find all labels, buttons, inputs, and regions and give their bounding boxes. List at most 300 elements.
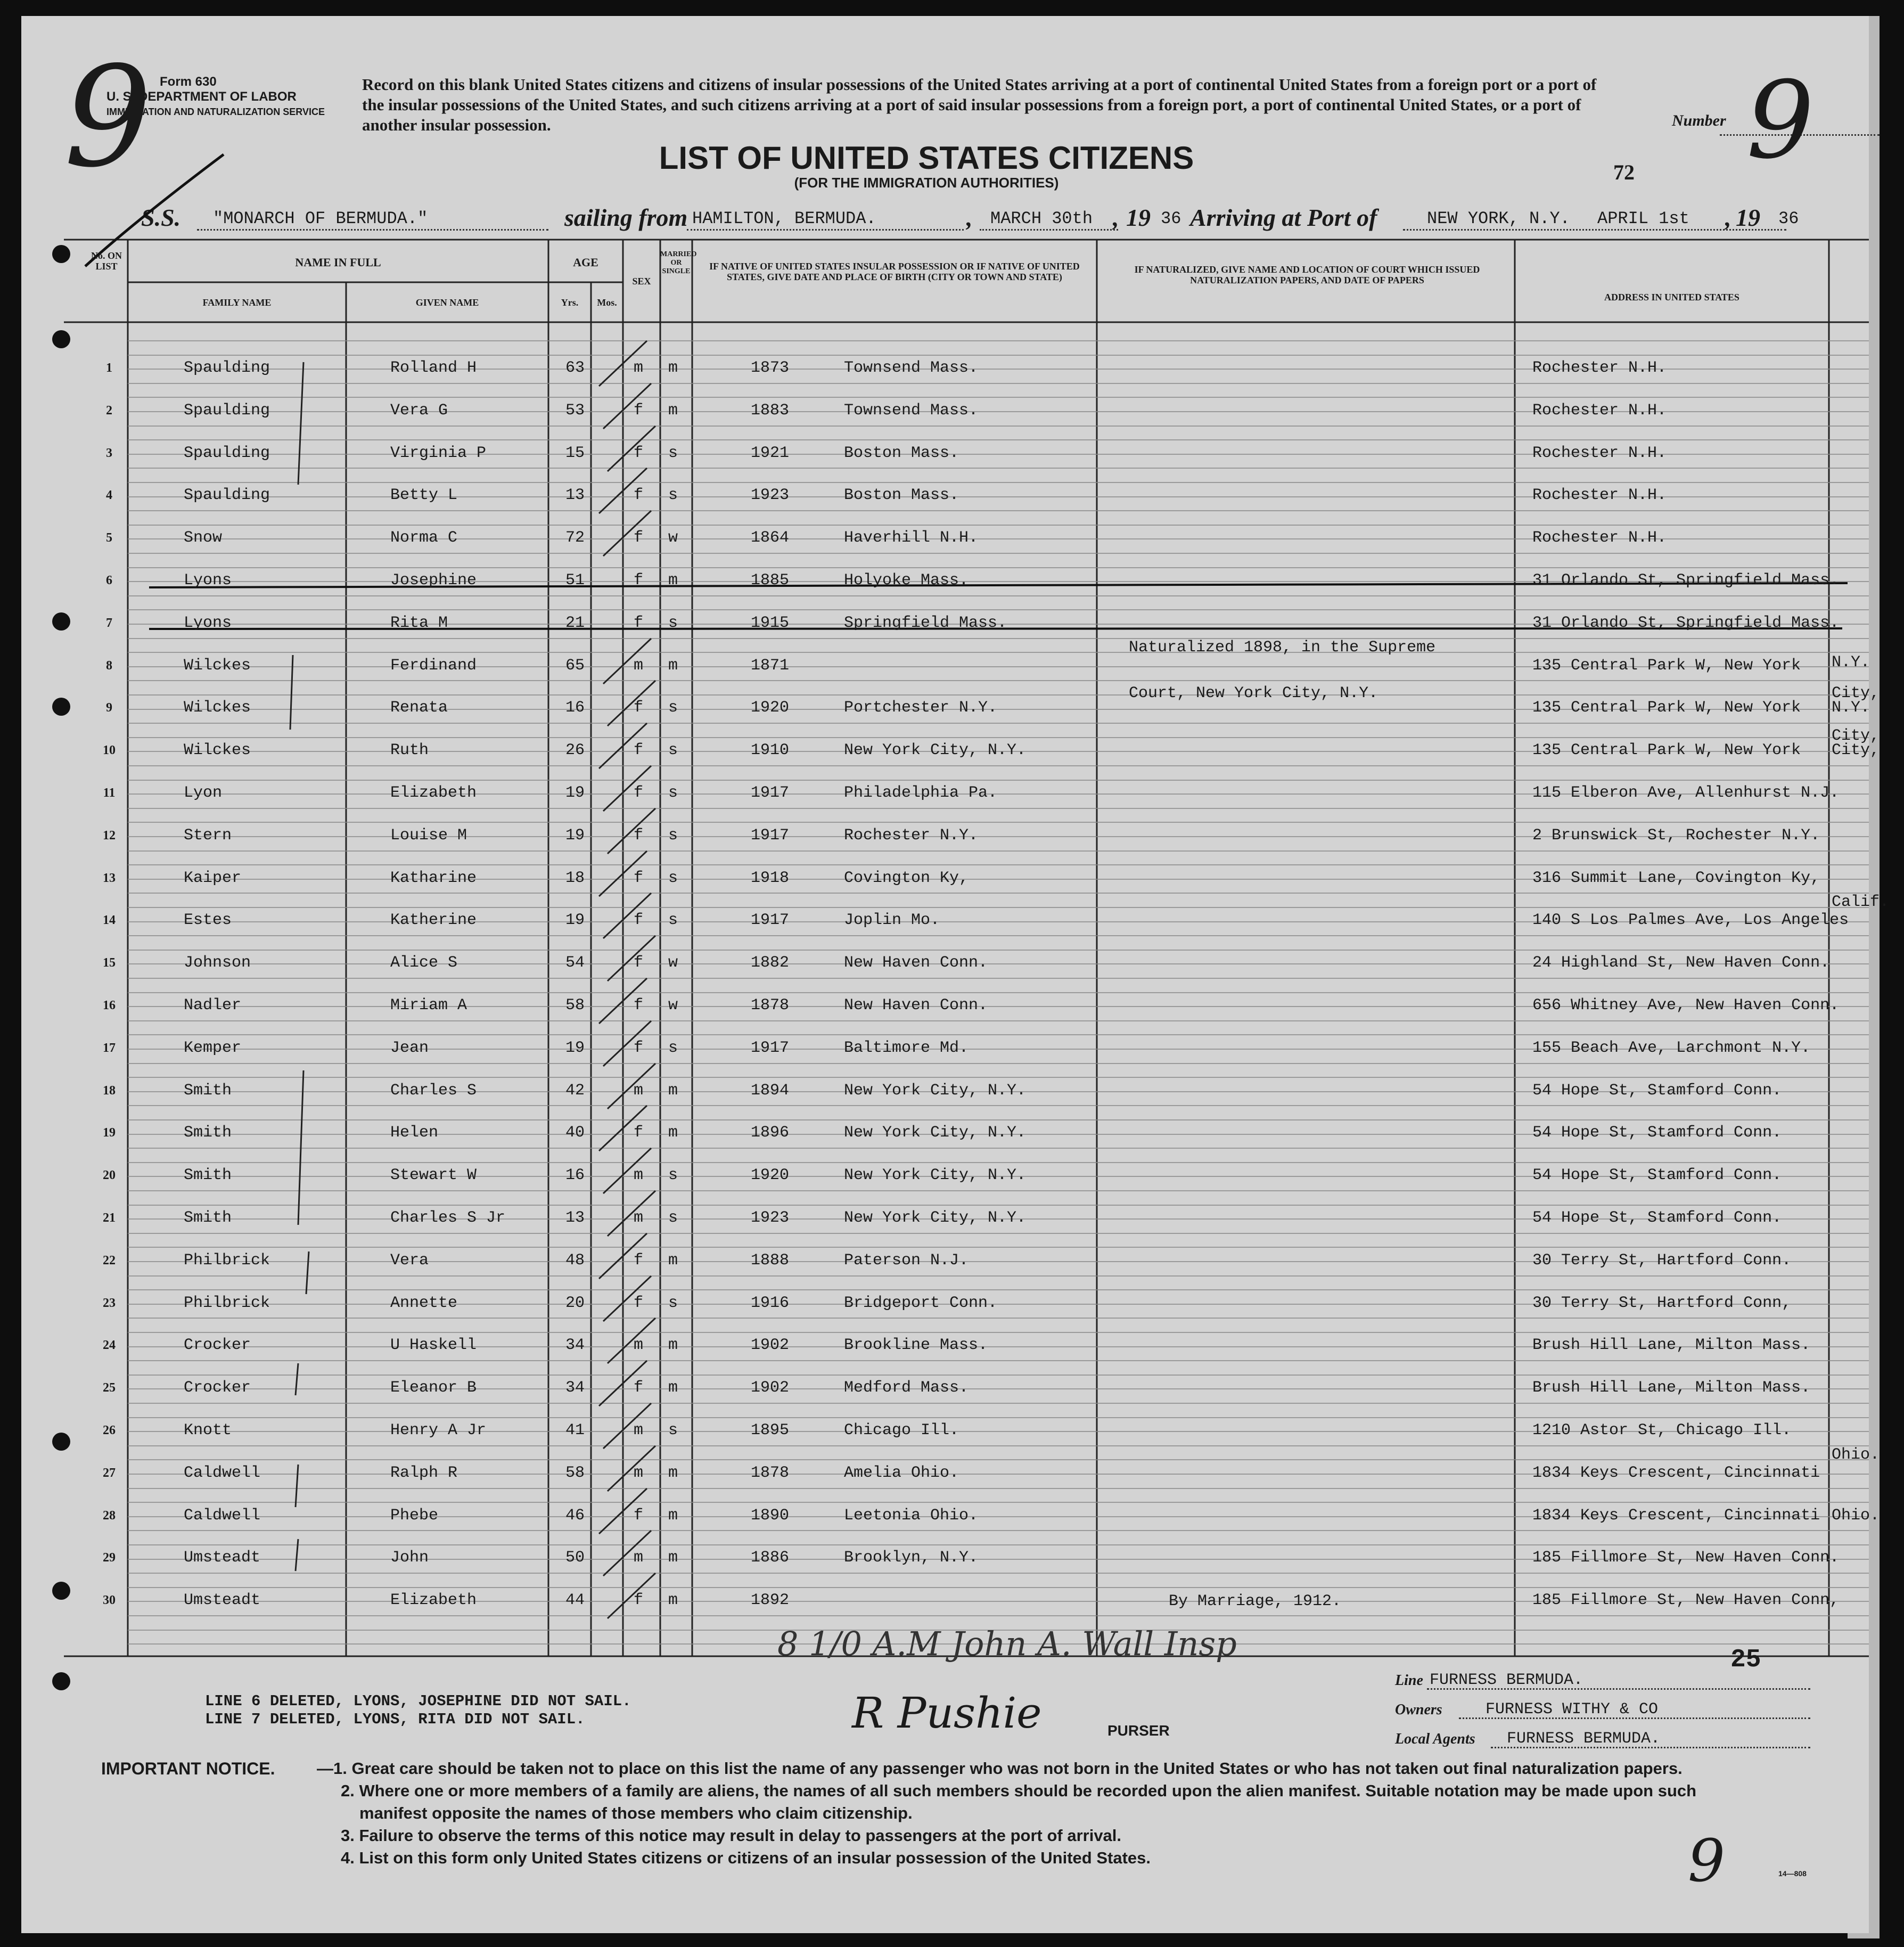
- departure-date: MARCH 30th: [990, 209, 1093, 228]
- comma: ,: [1113, 204, 1119, 231]
- marital-status: m: [668, 657, 678, 675]
- birth-year: 1886: [751, 1549, 790, 1567]
- given-name: Ruth: [390, 741, 429, 759]
- family-name: Caldwell: [184, 1464, 261, 1482]
- check-tick: [603, 1021, 651, 1066]
- page-title: LIST OF UNITED STATES CITIZENS: [659, 140, 1194, 176]
- sex: f: [634, 1379, 644, 1397]
- birth-year: 1923: [751, 486, 790, 504]
- bracket-mark: [306, 1251, 309, 1294]
- sex: f: [634, 784, 644, 802]
- us-address: 54 Hope St, Stamford Conn.: [1532, 1166, 1782, 1184]
- bracket-mark: [296, 1539, 298, 1571]
- bracket-mark: [296, 1465, 298, 1507]
- notice-item-1: —1. Great care should be taken not to place on this list the name of any passenger who was not born in the United States or who has not taken out final naturalization papers.: [317, 1759, 1683, 1778]
- age-years: 44: [565, 1591, 585, 1609]
- family-name: Estes: [184, 911, 232, 929]
- marital-status: s: [668, 869, 678, 887]
- marital-status: s: [668, 1039, 678, 1057]
- birth-year: 1864: [751, 529, 790, 547]
- comma: ,: [1725, 204, 1731, 231]
- family-name: Umsteadt: [184, 1549, 261, 1567]
- sex: f: [634, 1039, 644, 1057]
- sex: f: [634, 529, 644, 547]
- sex: f: [634, 869, 644, 887]
- sex: f: [634, 1124, 644, 1142]
- line-value: FURNESS BERMUDA.: [1430, 1671, 1583, 1689]
- sex: m: [634, 1464, 644, 1482]
- marital-status: m: [668, 1591, 678, 1609]
- us-address: 135 Central Park W, New York: [1532, 699, 1801, 717]
- birth-place: New York City, N.Y.: [844, 1209, 1027, 1227]
- address-overflow: Ohio.: [1832, 1507, 1880, 1525]
- age-years: 19: [565, 911, 585, 929]
- birth-place: Bridgeport Conn.: [844, 1294, 998, 1312]
- check-tick: [608, 426, 655, 471]
- us-address: 1210 Astor St, Chicago Ill.: [1532, 1421, 1792, 1439]
- row-number: 12: [103, 829, 116, 842]
- us-address: Brush Hill Lane, Milton Mass.: [1532, 1379, 1811, 1397]
- header-naturalized: IF NATURALIZED, GIVE NAME AND LOCATION OF COURT WHICH ISSUED NATURALIZATION PAPERS, AND DATE OF PAPERS: [1134, 264, 1480, 285]
- birth-year: 1885: [751, 571, 790, 590]
- age-years: 46: [565, 1507, 585, 1525]
- owners-label: Owners: [1395, 1701, 1442, 1718]
- row-number: 16: [103, 999, 116, 1012]
- row-number: 2: [106, 404, 112, 418]
- age-years: 19: [565, 784, 585, 802]
- us-address: 31 Orlando St, Springfield Mass.: [1532, 614, 1840, 632]
- family-name: Spaulding: [184, 359, 270, 377]
- sex: f: [634, 1591, 644, 1609]
- given-name: Phebe: [390, 1507, 439, 1525]
- us-address: 31 Orlando St, Springfield Mass.: [1532, 571, 1840, 590]
- given-name: Henry A Jr: [390, 1421, 487, 1439]
- row-number: 18: [103, 1084, 116, 1098]
- header-age: AGE: [573, 256, 598, 269]
- birth-place: Paterson N.J.: [844, 1251, 969, 1270]
- comma: ,: [966, 204, 973, 231]
- address-overflow: City,: [1832, 684, 1880, 702]
- sex: m: [634, 1421, 644, 1439]
- marital-status: s: [668, 614, 678, 632]
- row-number: 30: [103, 1593, 116, 1607]
- marital-status: m: [668, 1507, 678, 1525]
- birth-place: New York City, N.Y.: [844, 741, 1027, 759]
- given-name: Charles S: [390, 1082, 477, 1100]
- birth-place: Holyoke Mass.: [844, 571, 969, 590]
- us-address: 155 Beach Ave, Larchmont N.Y.: [1532, 1039, 1811, 1057]
- us-address: 54 Hope St, Stamford Conn.: [1532, 1124, 1782, 1142]
- form-number: Form 630: [160, 75, 217, 89]
- age-years: 26: [565, 741, 585, 759]
- print-code: 14—808: [1778, 1869, 1807, 1878]
- marital-status: w: [668, 954, 678, 972]
- naturalization-info: Naturalized 1898, in the Supreme: [1129, 639, 1436, 657]
- family-name: Kaiper: [184, 869, 242, 887]
- age-years: 63: [565, 359, 585, 377]
- family-name: Philbrick: [184, 1251, 270, 1270]
- us-address: 2 Brunswick St, Rochester N.Y.: [1532, 827, 1820, 845]
- stamp-number: 25: [1730, 1646, 1761, 1674]
- us-address: 54 Hope St, Stamford Conn.: [1532, 1209, 1782, 1227]
- birth-place: Boston Mass.: [844, 444, 959, 462]
- sex: f: [634, 444, 644, 462]
- year-prefix: 19: [1736, 204, 1760, 231]
- marital-status: m: [668, 1251, 678, 1270]
- birth-year: 1890: [751, 1507, 790, 1525]
- birth-year: 1878: [751, 1464, 790, 1482]
- given-name: Jean: [390, 1039, 429, 1057]
- department: U. S. DEPARTMENT OF LABOR: [106, 89, 297, 104]
- birth-year: 1878: [751, 996, 790, 1015]
- birth-year: 1883: [751, 402, 790, 420]
- check-tick: [603, 383, 651, 429]
- row-number: 27: [103, 1466, 116, 1480]
- row-number: 17: [103, 1041, 116, 1055]
- birth-place: Baltimore Md.: [844, 1039, 969, 1057]
- birth-place: New Haven Conn.: [844, 996, 988, 1015]
- bracket-mark: [290, 655, 293, 730]
- row-number: 7: [106, 616, 112, 630]
- row-number: 14: [103, 913, 116, 927]
- birth-place: Medford Mass.: [844, 1379, 969, 1397]
- sex: f: [634, 911, 644, 929]
- given-name: Josephine: [390, 571, 477, 590]
- marital-status: s: [668, 911, 678, 929]
- given-name: Norma C: [390, 529, 458, 547]
- us-address: 30 Terry St, Hartford Conn,: [1532, 1294, 1792, 1312]
- given-name: Rita M: [390, 614, 448, 632]
- given-name: Louise M: [390, 827, 467, 845]
- family-name: Knott: [184, 1421, 232, 1439]
- sex: f: [634, 1294, 644, 1312]
- address-overflow: N.Y.: [1832, 699, 1870, 717]
- marital-status: m: [668, 1464, 678, 1482]
- age-years: 53: [565, 402, 585, 420]
- row-number: 25: [103, 1381, 116, 1395]
- family-name: Wilckes: [184, 657, 251, 675]
- row-number: 6: [106, 574, 112, 587]
- check-tick: [608, 1446, 655, 1491]
- row-number: 19: [103, 1126, 116, 1140]
- us-address: 24 Highland St, New Haven Conn.: [1532, 954, 1830, 972]
- birth-year: 1923: [751, 1209, 790, 1227]
- age-years: 19: [565, 1039, 585, 1057]
- us-address: 115 Elberon Ave, Allenhurst N.J.: [1532, 784, 1840, 802]
- sex: m: [634, 1166, 644, 1184]
- header-yrs: Yrs.: [561, 297, 579, 308]
- age-years: 16: [565, 1166, 585, 1184]
- birth-year: 1920: [751, 699, 790, 717]
- marital-status: m: [668, 1379, 678, 1397]
- marital-status: s: [668, 699, 678, 717]
- birth-year: 1921: [751, 444, 790, 462]
- birth-year: 1916: [751, 1294, 790, 1312]
- family-name: Smith: [184, 1124, 232, 1142]
- row-number: 3: [106, 446, 112, 460]
- header-no-on-list: No. ON LIST: [91, 250, 122, 272]
- marital-status: s: [668, 741, 678, 759]
- address-overflow: Ohio.: [1832, 1446, 1880, 1464]
- given-name: Annette: [390, 1294, 458, 1312]
- agents-label: Local Agents: [1395, 1731, 1475, 1747]
- birth-place: New York City, N.Y.: [844, 1082, 1027, 1100]
- family-name: Spaulding: [184, 402, 270, 420]
- notice-item-4: 4. List on this form only United States citizens or citizens of an insular possession of the United States.: [341, 1848, 1151, 1867]
- sex: f: [634, 1251, 644, 1270]
- age-years: 54: [565, 954, 585, 972]
- birth-year: 1917: [751, 784, 790, 802]
- purser-signature: R Pushie: [852, 1688, 1042, 1738]
- family-name: Spaulding: [184, 444, 270, 462]
- age-years: 42: [565, 1082, 585, 1100]
- family-name: Umsteadt: [184, 1591, 261, 1609]
- birth-place: Leetonia Ohio.: [844, 1507, 979, 1525]
- birth-year: 1894: [751, 1082, 790, 1100]
- family-name: Philbrick: [184, 1294, 270, 1312]
- check-tick: [608, 808, 655, 854]
- header-mos: Mos.: [597, 297, 617, 308]
- birth-year: 1918: [751, 869, 790, 887]
- arriving-label: Arriving at Port of: [1190, 204, 1377, 231]
- row-number: 20: [103, 1168, 116, 1182]
- sex: f: [634, 614, 644, 632]
- birth-year: 1902: [751, 1379, 790, 1397]
- us-address: 1834 Keys Crescent, Cincinnati: [1532, 1507, 1820, 1525]
- family-name: Caldwell: [184, 1507, 261, 1525]
- birth-year: 1910: [751, 741, 790, 759]
- sex: f: [634, 827, 644, 845]
- birth-year: 1896: [751, 1124, 790, 1142]
- sex: m: [634, 359, 644, 377]
- us-address: 185 Fillmore St, New Haven Conn.: [1532, 1549, 1840, 1567]
- age-years: 58: [565, 996, 585, 1015]
- marital-status: s: [668, 784, 678, 802]
- sex: m: [634, 1209, 644, 1227]
- arrival-date: APRIL 1st: [1597, 209, 1689, 228]
- row-number: 29: [103, 1551, 116, 1565]
- age-years: 18: [565, 869, 585, 887]
- marital-status: m: [668, 1336, 678, 1354]
- service: IMMIGRATION AND NATURALIZATION SERVICE: [106, 107, 325, 117]
- age-years: 41: [565, 1421, 585, 1439]
- address-overflow: City,: [1832, 727, 1880, 745]
- line-label: Line: [1395, 1672, 1423, 1689]
- birth-year: 1917: [751, 1039, 790, 1057]
- purser-label: PURSER: [1107, 1722, 1170, 1739]
- sex: f: [634, 402, 644, 420]
- birth-year: 1882: [751, 954, 790, 972]
- check-tick: [603, 1531, 651, 1576]
- row-number: 28: [103, 1509, 116, 1523]
- given-name: Vera G: [390, 402, 448, 420]
- given-name: Helen: [390, 1124, 439, 1142]
- deletion-note-line6: LINE 6 DELETED, LYONS, JOSEPHINE DID NOT SAIL.: [205, 1692, 631, 1710]
- family-name: Wilckes: [184, 699, 251, 717]
- handwritten-slash: [85, 154, 224, 266]
- marital-status: m: [668, 571, 678, 590]
- check-tick: [603, 1148, 651, 1193]
- given-name: Katharine: [390, 869, 477, 887]
- check-tick: [603, 1403, 651, 1449]
- address-overflow: City,: [1832, 741, 1880, 759]
- departure-port: HAMILTON, BERMUDA.: [692, 209, 876, 228]
- record-instructions: Record on this blank United States citizens and citizens of insular possessions of the United States arriving at a port of continental United States from a foreign port or a port of the insular possessions of the United States, and such citizens arriving at a port of said insular possessions from a foreign port, a port of continental United States, or a port of another insular possession.: [362, 75, 1597, 134]
- sex: f: [634, 699, 644, 717]
- family-name: Lyons: [184, 571, 232, 590]
- birth-place: Brooklyn, N.Y.: [844, 1549, 979, 1567]
- given-name: Katherine: [390, 911, 477, 929]
- sex: m: [634, 1336, 644, 1354]
- us-address: 135 Central Park W, New York: [1532, 741, 1801, 759]
- age-years: 19: [565, 827, 585, 845]
- us-address: 656 Whitney Ave, New Haven Conn.: [1532, 996, 1840, 1015]
- sex: f: [634, 996, 644, 1015]
- header-name-in-full: NAME IN FULL: [295, 256, 381, 269]
- birth-year: 1873: [751, 359, 790, 377]
- sex: f: [634, 741, 644, 759]
- given-name: John: [390, 1549, 429, 1567]
- row-number: 13: [103, 871, 116, 885]
- us-address: Rochester N.H.: [1532, 444, 1667, 462]
- us-address: 54 Hope St, Stamford Conn.: [1532, 1082, 1782, 1100]
- birth-place: Boston Mass.: [844, 486, 959, 504]
- age-years: 21: [565, 614, 585, 632]
- check-tick: [603, 639, 651, 684]
- sex: f: [634, 486, 644, 504]
- header-family-name: FAMILY NAME: [202, 297, 272, 308]
- birth-place: Chicago Ill.: [844, 1421, 959, 1439]
- age-years: 13: [565, 1209, 585, 1227]
- sex: f: [634, 1507, 644, 1525]
- given-name: U Haskell: [390, 1336, 477, 1354]
- family-name: Spaulding: [184, 486, 270, 504]
- birth-place: Haverhill N.H.: [844, 529, 979, 547]
- age-years: 50: [565, 1549, 585, 1567]
- sex: f: [634, 571, 644, 590]
- notice-item-2: 2. Where one or more members of a family are aliens, the names of all such members should be recorded upon the alien manifest. Suitable notation may be made upon such: [341, 1781, 1697, 1800]
- age-years: 34: [565, 1379, 585, 1397]
- bracket-mark: [298, 1070, 303, 1225]
- age-years: 15: [565, 444, 585, 462]
- us-address: Rochester N.H.: [1532, 402, 1667, 420]
- birth-place: Covington Ky,: [844, 869, 969, 887]
- header-native-birth: IF NATIVE OF UNITED STATES INSULAR POSSESSION OR IF NATIVE OF UNITED STATES, GIVE DATE AND PLACE OF BIRTH (CITY OR TOWN AND STATE): [709, 261, 1080, 282]
- given-name: Charles S Jr: [390, 1209, 506, 1227]
- marital-status: s: [668, 486, 678, 504]
- row-number: 23: [103, 1296, 116, 1310]
- ship-name: "MONARCH OF BERMUDA.": [213, 209, 428, 228]
- handwritten-page-number: 9: [64, 37, 152, 198]
- us-address: Rochester N.H.: [1532, 486, 1667, 504]
- marital-status: m: [668, 359, 678, 377]
- manifest-sheet: [21, 16, 1890, 1933]
- agents-value: FURNESS BERMUDA.: [1507, 1730, 1661, 1748]
- marital-status: w: [668, 529, 678, 547]
- handwritten-mark: 9: [1688, 1827, 1725, 1895]
- birth-year: 1895: [751, 1421, 790, 1439]
- birth-place: Springfield Mass.: [844, 614, 1007, 632]
- given-name: Stewart W: [390, 1166, 477, 1184]
- birth-place: Townsend Mass.: [844, 359, 979, 377]
- check-tick: [603, 893, 651, 938]
- birth-place: Portchester N.Y.: [844, 699, 998, 717]
- birth-year: 1915: [751, 614, 790, 632]
- birth-year: 1902: [751, 1336, 790, 1354]
- birth-place: Rochester N.Y.: [844, 827, 979, 845]
- birth-place: Philadelphia Pa.: [844, 784, 998, 802]
- check-tick: [608, 936, 655, 981]
- notice-item-2b: manifest opposite the names of those members who claim citizenship.: [359, 1804, 913, 1822]
- marital-status: m: [668, 1549, 678, 1567]
- given-name: Alice S: [390, 954, 458, 972]
- marital-status: m: [668, 1082, 678, 1100]
- age-years: 34: [565, 1336, 585, 1354]
- birth-place: Brookline Mass.: [844, 1336, 988, 1354]
- family-name: Lyon: [184, 784, 223, 802]
- marital-status: w: [668, 996, 678, 1015]
- birth-year: 1871: [751, 657, 790, 675]
- bracket-mark: [298, 362, 303, 485]
- bracket-mark: [296, 1363, 298, 1395]
- header-address: ADDRESS IN UNITED STATES: [1604, 292, 1739, 302]
- naturalization-info: By Marriage, 1912.: [1169, 1592, 1342, 1610]
- marital-status: s: [668, 444, 678, 462]
- marital-status: s: [668, 827, 678, 845]
- family-name: Lyons: [184, 614, 232, 632]
- us-address: 30 Terry St, Hartford Conn.: [1532, 1251, 1792, 1270]
- birth-place: New Haven Conn.: [844, 954, 988, 972]
- arrival-port: NEW YORK, N.Y.: [1427, 209, 1570, 228]
- marital-status: s: [668, 1209, 678, 1227]
- sex: m: [634, 657, 644, 675]
- family-name: Johnson: [184, 954, 251, 972]
- given-name: Betty L: [390, 486, 458, 504]
- birth-year: 1920: [751, 1166, 790, 1184]
- list-number: 9: [1746, 59, 1815, 183]
- birth-place: Townsend Mass.: [844, 402, 979, 420]
- page-subtitle: (FOR THE IMMIGRATION AUTHORITIES): [794, 175, 1059, 191]
- check-tick: [603, 1276, 651, 1321]
- age-years: 58: [565, 1464, 585, 1482]
- us-address: 135 Central Park W, New York: [1532, 657, 1801, 675]
- check-tick: [603, 511, 651, 556]
- given-name: Vera: [390, 1251, 429, 1270]
- arrival-year: 36: [1778, 209, 1799, 228]
- marital-status: m: [668, 1124, 678, 1142]
- check-tick: [603, 766, 651, 811]
- check-tick: [608, 1573, 655, 1618]
- deletion-note-line7: LINE 7 DELETED, LYONS, RITA DID NOT SAIL.: [205, 1711, 585, 1728]
- row-number: 5: [106, 531, 112, 545]
- row-number: 24: [103, 1338, 116, 1352]
- row-number: 4: [106, 488, 112, 502]
- birth-place: Amelia Ohio.: [844, 1464, 959, 1482]
- birth-place: New York City, N.Y.: [844, 1166, 1027, 1184]
- number-label: Number: [1672, 112, 1726, 129]
- age-years: 72: [565, 529, 585, 547]
- family-name: Wilckes: [184, 741, 251, 759]
- us-address: Rochester N.H.: [1532, 529, 1667, 547]
- check-tick: [608, 1191, 655, 1236]
- row-number: 9: [106, 701, 112, 715]
- us-address: 316 Summit Lane, Covington Ky,: [1532, 869, 1820, 887]
- family-name: Snow: [184, 529, 223, 547]
- given-name: Ralph R: [390, 1464, 458, 1482]
- age-years: 48: [565, 1251, 585, 1270]
- notice-item-3: 3. Failure to observe the terms of this notice may result in delay to passengers at the port of arrival.: [341, 1826, 1122, 1845]
- code-mark: 72: [1613, 160, 1635, 184]
